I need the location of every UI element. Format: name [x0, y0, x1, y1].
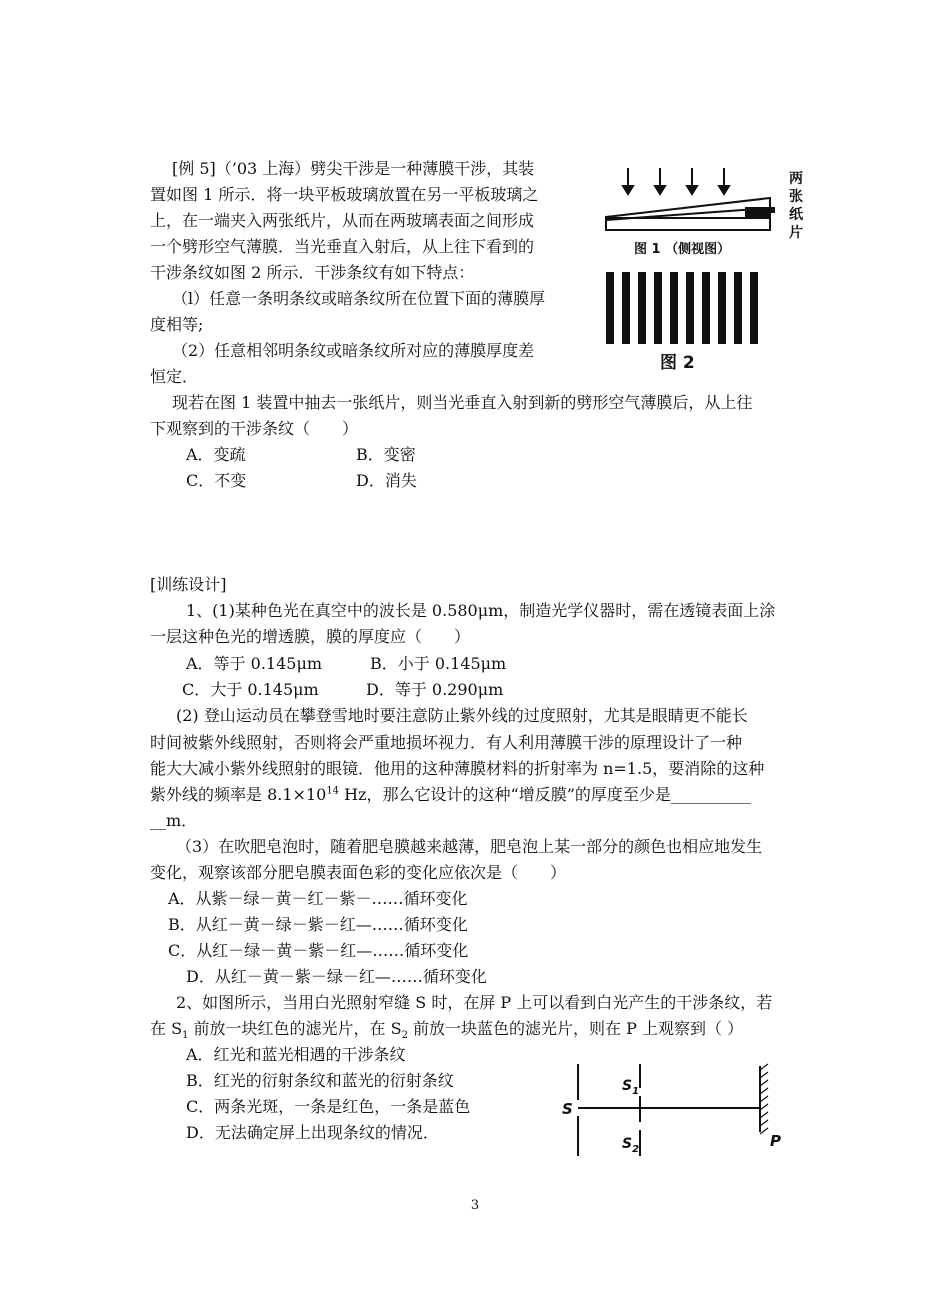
example-option-a: A．变疏 — [186, 445, 246, 464]
q1-2-exponent: 14 — [326, 785, 340, 797]
figure-2 — [604, 272, 764, 344]
fig2-caption: 图 2 — [660, 353, 695, 373]
q1-3-option-c: C．从红－绿－黄－紫－红—……循环变化 — [168, 941, 469, 960]
example-line-11: 下观察到的干涉条纹（ ） — [150, 419, 359, 438]
q1-1-option-c: C．大于 0.145μm — [182, 680, 319, 699]
example-line-5: 干涉条纹如图 2 所示．干涉条纹有如下特点： — [150, 263, 475, 282]
example-line-9: 恒定． — [150, 367, 199, 386]
q1-3-option-a: A．从紫－绿－黄－红－紫－……循环变化 — [168, 889, 468, 908]
example-line-1: [例 5]（’03 上海）劈尖干涉是一种薄膜干涉，其装 — [172, 159, 535, 178]
example-line-6: （l）任意一条明条纹或暗条纹所在位置下面的薄膜厚 — [172, 289, 546, 308]
example-option-b: B．变密 — [356, 445, 416, 464]
label-S1-sub: 1 — [632, 1085, 640, 1097]
q1-2-line-4-pre: 紫外线的频率是 8.1×10 — [150, 785, 327, 804]
q2-line-1: 2、如图所示，当用白光照射窄缝 S 时，在屏 P 上可以看到白光产生的干涉条纹，若 — [176, 993, 773, 1012]
q1-2-line-1: (2) 登山运动员在攀登雪地时要注意防止紫外线的过度照射，尤其是眼睛更不能长 — [176, 706, 748, 725]
double-slit-diagram — [558, 1060, 788, 1160]
fig1-side-char: 纸 — [789, 207, 803, 223]
q1-3-option-b: B．从红－黄－绿－紫－红—……循环变化 — [168, 915, 468, 934]
label-S: S — [562, 1100, 573, 1118]
example-option-d: D．消失 — [356, 471, 417, 490]
q2-option-d: D．无法确定屏上出现条纹的情况． — [186, 1123, 439, 1142]
q1-1-line-1: 1、(1)某种色光在真空中的波长是 0.580μm，制造光学仪器时，需在透镜表面上涂 — [186, 601, 776, 620]
double-slit-figure — [558, 1060, 788, 1160]
q1-2-line-5: __m． — [150, 811, 198, 830]
training-heading: [训练设计] — [150, 575, 227, 594]
q2-sub-1: 1 — [182, 1030, 189, 1042]
q1-1-option-a: A．等于 0.145μm — [186, 654, 323, 673]
q1-2-line-4 — [150, 782, 751, 808]
label-S1-letter: S — [622, 1078, 633, 1094]
example-option-c: C．不变 — [186, 471, 247, 490]
q1-2-line-3: 能大大减小紫外线照射的眼镜．他用的这种薄膜材料的折射率为 n=1.5，要消除的这种 — [150, 759, 765, 778]
example-line-10: 现若在图 1 装置中抽去一张纸片，则当光垂直入射到新的劈形空气薄膜后，从上往 — [172, 393, 753, 412]
fig1-side-char: 张 — [789, 189, 803, 205]
q1-3-option-d: D．从红－黄－紫－绿－红—……循环变化 — [186, 967, 487, 986]
label-S2-letter: S — [622, 1136, 633, 1152]
fig1-caption: 图 1 （侧视图） — [634, 242, 731, 257]
q1-1-option-b: B．小于 0.145μm — [370, 654, 507, 673]
q1-1-line-2: 一层这种色光的增透膜，膜的厚度应（ ） — [150, 627, 471, 646]
fig1-side-char: 两 — [789, 171, 803, 187]
q1-3-line-2: 变化，观察该部分肥皂膜表面色彩的变化应依次是（ ） — [150, 863, 567, 882]
q2-sub-2: 2 — [401, 1030, 408, 1042]
q1-2-line-2: 时间被紫外线照射，否则将会严重地损坏视力．有人利用薄膜干涉的原理设计了一种 — [150, 733, 743, 752]
fig1-side-char: 片 — [789, 225, 803, 241]
q2-option-a: A．红光和蓝光相遇的干涉条纹 — [186, 1045, 406, 1064]
example-line-2: 置如图 1 所示．将一块平板玻璃放置在另一平板玻璃之 — [150, 185, 539, 204]
q2-line-2-a: 在 S — [150, 1019, 183, 1038]
example-line-8: （2）任意相邻明条纹或暗条纹所对应的薄膜厚度差 — [172, 341, 535, 360]
label-S2-sub: 2 — [632, 1143, 640, 1155]
q2-line-2-b: 前放一块红色的滤光片，在 S — [188, 1019, 402, 1038]
page-number: 3 — [470, 1198, 480, 1213]
example-line-3: 上，在一端夹入两张纸片，从而在两玻璃表面之间形成 — [150, 211, 535, 230]
example-line-7: 度相等; — [150, 315, 204, 334]
fig1-side-label — [786, 170, 806, 242]
label-P: P — [770, 1132, 781, 1150]
fringe-pattern — [604, 272, 764, 344]
q2-line-2-c: 前放一块蓝色的滤光片，则在 P 上观察到（ ） — [407, 1019, 744, 1038]
q1-1-option-d: D．等于 0.290μm — [366, 680, 504, 699]
q1-3-line-1: （3）在吹肥皂泡时，随着肥皂膜越来越薄，肥皂泡上某一部分的颜色也相应地发生 — [176, 837, 763, 856]
example-line-4: 一个劈形空气薄膜．当光垂直入射后，从上往下看到的 — [150, 237, 535, 256]
q1-2-line-4-post: Hz，那么它设计的这种“增反膜”的厚度至少是__________ — [339, 785, 751, 804]
q2-option-c: C．两条光斑，一条是红色，一条是蓝色 — [186, 1097, 471, 1116]
q2-option-b: B．红光的衍射条纹和蓝光的衍射条纹 — [186, 1071, 454, 1090]
label-S2 — [622, 1136, 640, 1155]
q2-line-2 — [150, 1016, 743, 1042]
label-S1 — [622, 1078, 640, 1097]
